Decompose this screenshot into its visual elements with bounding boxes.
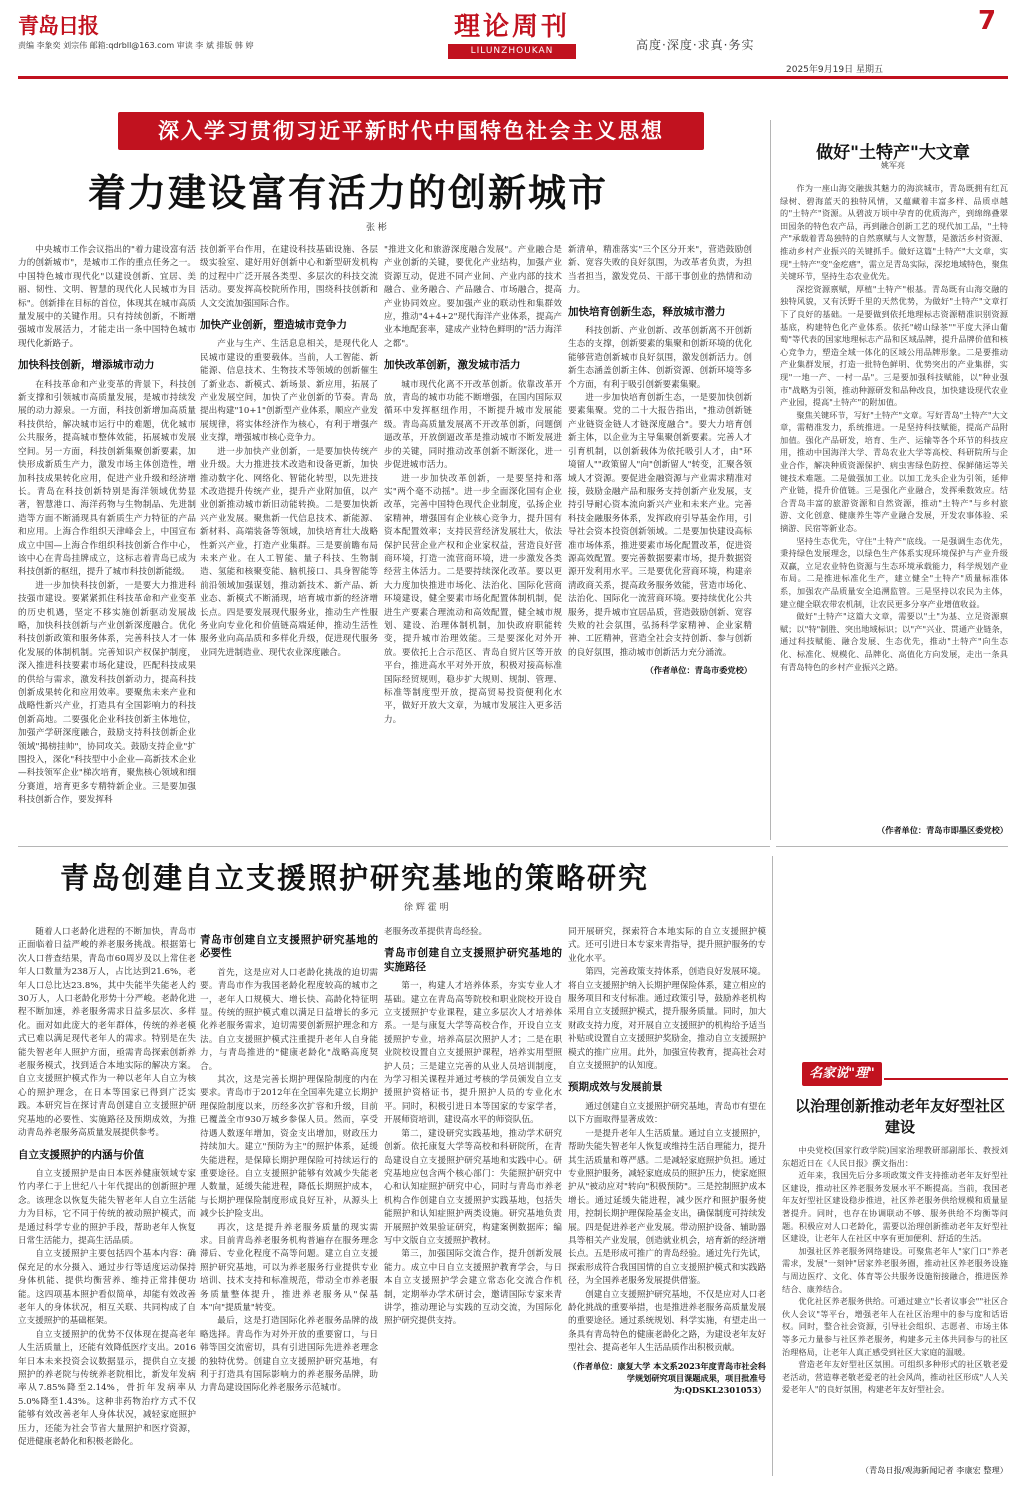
paragraph: 营造老年友好型社区氛围。可组织多种形式的社区敬老爱老活动，营造尊老敬老爱老的社会风尚，推动社区形成"人人关爱老年人"的良好氛围，构建老年友好型社会。	[782, 1359, 1008, 1395]
paragraph: 首先，这是应对人口老龄化挑战的迫切需要。青岛市作为我国老龄化程度较高的城市之一，老年人口规模大、增长快、高龄化特征明显。传统的照护模式难以满足日益增长的多元化养老服务需求，迫切需要创新照护理念和方法。自立支援照护模式注重提升老年人自身能力，与青岛推进的"健康老龄化"战略高度契合。	[200, 967, 378, 1072]
paragraph: 中央党校(国家行政学院)国家治理教研部副部长、教授刘东超近日在《人民日报》撰文指出：	[782, 1145, 1008, 1168]
paragraph: 自立支援照护是由日本医养健康领域专家竹内孝仁于上世纪八十年代提出的创新照护理念。该理念以恢复失能失智老年人自立生活能力为目标，它不同于传统的被动照护模式，而是通过科学专业的照护手段，帮助老年人恢复日常生活能力，提高生活品质。	[18, 1168, 196, 1246]
paragraph: 加强社区养老服务网络建设。可聚焦老年人"家门口"养老需求，发展"一刻钟"居家养老服务圈，推动社区养老服务设施与周边医疗、文化、体育等公共服务设施衔接融合，推进医养结合、康养结合。	[782, 1245, 1008, 1294]
paragraph: 技创新平台作用，在建设科技基础设施、各层级实验室、建好用好创新中心和新型研发机构的过程中广泛开展各类型、多层次的科技交流活动。要发挥高校院所作用，围绕科技创新和人文交流加强国际合作。	[200, 245, 378, 309]
sidebar-headline: 做好"土特产"大文章	[816, 143, 970, 163]
paragraph: 新清单，精准落实"三个区分开来"，营造鼓励创新、宽容失败的良好氛围，为改革者负责，为担当者担当，激发党员、干部干事创业的热情和动力。	[568, 245, 752, 296]
paragraph: 产业与生产、生活息息相关，是现代化人民城市建设的重要载体。当前，人工智能、新能源、信息技术、生物技术等领域的创新催生了新业态、新模式、新场景、新应用，拓展了产业发展空间，加快了产业创新的节奏。青岛提出构建"10+1"创新型产业体系，顺应产业发展规律，将实体经济作为核心，有利于增强产业支撑，增强城市核心竞争力。	[200, 339, 378, 444]
issue-date: 2025年9月19日 星期五	[786, 65, 883, 75]
section-heading: 青岛市创建自立支援照护研究基地的必要性	[200, 934, 378, 960]
article2-column-1	[18, 926, 196, 1476]
paragraph: 聚焦关键环节，写好"土特产"文章。写好青岛"土特产"大文章，需精准发力，系统推进。一是坚持科技赋能，提高产品附加值。强化产品研发，培育、生产、运输等各个环节的科技应用，推动中国海洋大学、青岛农业大学等高校、科研院所与企业合作，解决种质资源保护、病虫害绿色防控、保鲜储运等关键技术难题。二是做强加工业。以加工龙头企业为引领，延伸产业链，提升价值链。三是强化产业融合，发挥乘数效应。结合青岛丰富的旅游资源和自然资源，推动"土特产"与乡村旅游、文化创意、健康养生等产业融合发展，开发农事体验、采摘游、民宿等新业态。	[780, 409, 1008, 534]
paragraph: 坚持生态优先，守住"土特产"底线。一是强调生态优先，秉持绿色发展理念，以绿色生产体系实现环境保护与产业升级双赢，立足农业特色资源与生态环境承载能力，科学规划产业布局。二是推进标准化生产，建立健全"土特产"质量标准体系，加强农产品质量安全追溯监管。三是坚持以农民为主体，建立健全联农带农机制，让农民更多分享产业增值收益。	[780, 535, 1008, 609]
paragraph: 科技创新、产业创新、改革创新离不开创新生态的支撑，创新要素的集聚和创新环境的优化能够营造创新城市良好氛围，激发创新活力。创新生态涵盖创新主体、创新资源、创新环境等多个方面，有利于吸引创新要素集聚。	[568, 326, 752, 390]
sidebar-byline: 姚军亮	[881, 161, 905, 170]
paragraph: 同开展研究，探索符合本地实际的自立支援照护模式。还可引进日本专家来青指导，提升照护服务的专业化水平。	[568, 927, 766, 964]
paragraph: 第一，构建人才培养体系，夯实专业人才基础。建立在青岛高等院校和职业院校开设自立支援照护专业课程，建立多层次人才培养体系。一是与康复大学等高校合作，开设自立支援照护专业，培养高层次照护人才；二是在职业院校设置自立支援照护课程，培养实用型照护人员；三是建立完善的从业人员培训制度，为学习相关课程并通过考核的学员颁发自立支援照护资格证书，提升照护人员的专业化水平。同时，积极引进日本等国家的专家学者，开展师资培训，建设高水平的师资队伍。	[384, 981, 562, 1126]
paragraph: 进一步加快培育创新生态，一是要加快创新要素集聚。党的二十大报告指出，"推动创新链产业链资金链人才链深度融合"。要大力培育创新主体，以企业为主导集聚创新要素。完善人才引育机制，以创新载体为依托吸引人才，由"环境留人""政策留人"向"创新留人"转变，汇聚各领域人才资源。要促进金融资源与产业需求精准对接，鼓励金融产品和服务支持创新产业发展，支持引导耐心资本流向新兴产业和未来产业。完善科技金融服务体系，发挥政府引导基金作用，引导社会资本投资创新领域。二是要加快建设高标准市场体系，推进要素市场化配置改革，促进资源高效配置。要完善数据要素市场，提升数据资源开发利用水平。三是要优化营商环境，构建亲清政商关系，提高政务服务效能，营造市场化、法治化、国际化一流营商环境。要持续优化公共服务，提升城市宜居品质，营造鼓励创新、宽容失败的社会氛围，弘扬科学家精神、企业家精神、工匠精神，营造全社会支持创新、参与创新的良好氛围，推动城市创新活力充分涌流。	[568, 393, 752, 658]
article1-column-3	[384, 244, 562, 842]
paragraph: 深挖资源禀赋，厚植"土特产"根基。青岛既有山海交融的独特风貌，又有沃野千里的天然优势，为做好"土特产"文章打下了良好的基础。一是要做到依托地理标志资源精准识别资源基底，构建特色化产业体系。依托"崂山绿茶""平度大泽山葡萄"等代表的国家地理标志产品和区域品牌，提升品牌价值和核心竞争力，塑造全域一体化的区域公用品牌形象。二是要推动产业集群发展，打造一批特色鲜明、优势突出的产业集群，实现"一地一产、一村一品"。三是要加强科技赋能，以"种业强市"战略为引领，推动种源研发和品种改良，加快建设现代农业产业园，提高"土特产"的附加值。	[780, 283, 1008, 408]
paragraph: 创建自立支援照护研究基地，不仅是应对人口老龄化挑战的重要举措，也是推进养老服务高质量发展的重要途径。通过系统规划、科学实施，有望走出一条具有青岛特色的健康老龄化之路，为建设老年友好型社会、提高老年人生活品质作出积极贡献。	[568, 1289, 766, 1354]
sidebar-divider	[770, 120, 771, 840]
paragraph: 最后，这是打造国际化养老服务品牌的战略选择。青岛作为对外开放的重要窗口，与日韩等国交流密切，具有引进国际先进养老理念的独特优势。创建自立支援照护研究基地，有利于打造具有国际影响力的养老服务品牌，助力青岛建设国际化养老服务示范城市。	[200, 1316, 378, 1394]
paragraph: 做好"土特产"这篇大文章，需要以"土"为基、立足资源禀赋；以"特"制胜、突出地域标识；以"产"兴业、贯通产业链条，通过科技赋能、融合发展、生态优先，推动"土特产"向生态化、标准化、规模化、品牌化、高值化方向发展，走出一条具有青岛特色的乡村产业振兴之路。	[780, 611, 1008, 672]
author-note: （作者单位：青岛市委党校）	[645, 665, 752, 676]
article2-byline: 徐 辉 霍 明	[404, 903, 449, 913]
paragraph: 进一步加快改革创新，一是要坚持和落实"两个毫不动摇"。进一步全面深化国有企业改革，完善中国特色现代企业制度，弘扬企业家精神，增强国有企业核心竞争力，提升国有资本配置效率；支持民营经济发展壮大，依法保护民营企业产权和企业家权益，营造良好营商环境，打造一流营商环境，进一步激发各类经营主体活力。二是要持续深化改革。要以更大力度加快推进市场化、法治化、国际化营商环境建设，健全要素市场化配置体制机制，促进生产要素合理流动和高效配置，健全城市规划、建设、治理体制机制，加快政府职能转变，提升城市治理效能。三是要深化对外开放。要依托上合示范区、青岛自贸片区等开放平台，推进高水平对外开放，积极对接高标准国际经贸规则，稳步扩大规则、规制、管理、标准等制度型开放，提高贸易投资便利化水平，做好开放大文章，为城市发展注入更多活力。	[384, 473, 562, 725]
paragraph: 优化社区养老服务供给。可通过建立"长者议事会""社区合伙人会议"等平台，增强老年人在社区治理中的参与度和话语权。同时，整合社会资源，引导社会组织、志愿者、市场主体等多元力量参与社区养老服务，构建多元主体共同参与的社区治理格局，让老年人真正感受到社区大家庭的温暖。	[782, 1296, 1008, 1357]
paragraph: 进一步加快科技创新，一是要大力推进科技强市建设。要紧紧抓住科技革命和产业变革的历史机遇，坚定不移实施创新驱动发展战略，加快科技创新与产业创新深度融合。优化科技创新政策和服务体系，完善科技人才一体化发展的体制机制。完善知识产权保护制度，深入推进科技要素市场化建设，匹配科技成果的供给与需求，激发科技创新动力，提高科技创新成果转化和应用效率。要聚焦未来产业和战略性新兴产业，打造具有全国影响力的科技创新高地。二要强化企业科技创新主体地位，加强产学研深度融合，鼓励支持科技创新企业领域"揭榜挂帅"，协同攻关。鼓励支持企业"扩围投入，深化"科技型中小企业—高新技术企业—科技领军企业"梯次培育，聚焦核心领域和细分赛道，培育更多专精特新企业。三是要加强科技创新合作，要发挥科	[18, 580, 196, 806]
paragraph: 通过创建自立支援照护研究基地，青岛市有望在以下方面取得显著成效：	[568, 1101, 766, 1126]
paragraph: 老服务改革提供青岛经验。	[384, 927, 488, 937]
article2-column-4	[568, 926, 766, 1476]
sidebar2-headline: 以治理创新推动老年友好型社区建设	[794, 1097, 1005, 1136]
sidebar-story-divider	[776, 846, 1008, 847]
author-note: （作者单位：康复大学 本文系2023年度青岛市社会科学规划研究项目课题成果，项目批准号为:QDSKL2301053）	[568, 1360, 766, 1395]
paragraph: "推进文化和旅游深度融合发展"。产业融合是产业创新的关键，要优化产业结构，加强产业资源互动，促进不同产业间、产业内部的技术融合、业务融合、产品融合、市场融合，提高产业协同效应。要加强产业的联动性和集群效应，推动"4+4+2"现代海洋产业体系，提高产业本地配套率，建成产业特色鲜明的"活力海洋之都"。	[384, 245, 562, 349]
paragraph: 自立支援照护主要包括四个基本内容：确保充足的水分摄入、通过步行等适度运动保持身体机能、提供均衡营养、维持正常排便功能。这四项基本照护看似简单，却能有效改善老年人的身体状况，相互关联、共同构成了自立支援照护的基础框架。	[18, 1249, 196, 1327]
article1-column-1	[18, 244, 196, 842]
paragraph: 中央城市工作会议指出的"着力建设富有活力的创新城市"，是城市工作的重点任务之一。中国特色城市现代化"以建设创新、宜居、美丽、韧性、文明、智慧的现代化人民城市为目标"。创新排在目标的首位，体现其在城市高质量发展中的关键作用。只有持续创新，不断增强城市发展活力，才能走出一条中国特色城市现代化新路子。	[18, 245, 196, 349]
sidebar2-divider	[772, 856, 773, 1476]
paragraph: 在科技革命和产业变革的背景下，科技创新支撑和引领城市高质量发展，是城市持续发展的动力源泉。一方面，科技创新增加高质量科技供给，解决城市运行中的难题，优化城市公共服务，提高城市整体效能，拓展城市发展空间。另一方面，科技创新集聚创新要素，加快形成新质生产力，激发市场主体创造性，增加科技成果转化应用，促进产业升级和经济增长。青岛在科技创新特别是海洋领域优势显著，智慧港口、海洋药物与生物制品、先进制造等方面不断涌现具有新质生产力特征的产品和应用。上海合作组织天津峰会上，中国宣布成立中国—上海合作组织科技创新合作中心，该中心在青岛挂牌成立，这标志着青岛已成为科技创新的枢纽，提升了城市科技创新能级。	[18, 379, 196, 578]
paragraph: 其次，这是完善长期护理保险制度的内在要求。青岛市于2012年在全国率先建立长期护理保险制度以来，历经多次扩容和升级，目前已覆盖全市930万城乡参保人员。然而，享受待遇人数逐年增加，资金支出增加，财政压力持续加大。建立"预防为主"的照护体系，延缓失能进程，是保障长期护理保险可持续运行的重要途径。自立支援照护能够有效减少失能老人数量，延缓失能进程，降低长期照护成本，与长期护理保险制度形成良好互补，从源头上减少长护险支出。	[200, 1075, 378, 1220]
paragraph: 城市现代化离不开改革创新。依靠改革开放，青岛的城市功能不断增强，在国内国际双循环中发挥枢纽作用，不断提升城市发展能级。青岛高质量发展离不开改革创新，问题倒逼改革，开放倒逼改革是推动城市不断发展进步的关键，同时推动改革创新不断深化，进一步促进城市活力。	[384, 379, 562, 471]
paragraph: 第三，加强国际交流合作，提升创新发展能力。成立中日自立支援照护教育学会，与日本自立支援照护学会建立常态化交流合作机制，定期举办学术研讨会，邀请国际专家来青讲学，推动理论与实践的互动交流，为国际化照护研究提供支持。	[384, 1249, 562, 1327]
article1-column-4	[568, 244, 752, 842]
newspaper-logo: 青岛日报	[18, 13, 98, 38]
section-heading: 青岛市创建自立支援照护研究基地的实施路径	[384, 947, 562, 973]
sidebar-body	[780, 182, 1008, 822]
paragraph: 自立支援照护的优势不仅体现在提高老年人生活质量上，还能有效降低医疗支出。2016年日本未来投资会议数据显示，提供自立支援照护的养老院与传统养老院相比，新发年发病率从7.85%降至2.14%，骨折年发病率从5.0%降至1.43%。这种非药物治疗方式不仅能够有效改善老年人身体状况，减轻家庭照护压力，还能为社会节省大量照护和医疗资源，促进健康老龄化和积极老龄化。	[18, 1329, 196, 1448]
masthead-divider	[18, 76, 1008, 79]
paragraph: 随着人口老龄化进程的不断加快，青岛市正面临着日益严峻的养老服务挑战。根据第七次人口普查结果，青岛市60周岁及以上常住老年人口数量为238万人，占比达到21.6%，老年人口总比达23.8%，其中失能半失能老人约30万人，人口老龄化形势十分严峻。老龄化进程不断加速，养老服务需求日益多层次、多样化。面对如此庞大的老年群体，传统的养老模式已难以满足现代老年人的需求。特别是在失能失智老年人照护方面，亟需青岛探索创新养老服务模式，找到适合本地实际的解决方案。自立支援照护模式作为一种以老年人自立为核心的照护理念，在日本等国家已得到广泛实践。本研究旨在探讨青岛创建自立支援照护研究基地的必要性、实施路径及预期成效，为推动青岛养老服务高质量发展提供参考。	[18, 927, 196, 1139]
section-heading: 加快科技创新，增添城市动力	[18, 359, 155, 372]
sidebar2-body	[782, 1144, 1008, 1454]
theme-banner: 深入学习贯彻习近平新时代中国特色社会主义思想	[118, 112, 704, 150]
article-headline: 着力建设富有活力的创新城市	[88, 170, 609, 215]
section-title: 理论周刊	[453, 12, 570, 42]
paragraph: 第二，建设研究实践基地，推动学术研究创新。依托康复大学等高校和科研院所，在青岛建设自立支援照护研究基地和实践中心。研究基地应包含两个核心部门：失能照护研究中心和认知症照护研究中心，同时与青岛市养老机构合作创建自立支援照护实践基地，包括失能照护和认知症照护两类设施。研究基地负责开展照护效果验证研究，构建案例数据库；编写中文版自立支援照护教材。	[384, 1128, 562, 1246]
page-number: 7	[978, 6, 997, 36]
paragraph: 进一步加快产业创新，一是要加快传统产业升级。大力推进技术改造和设备更新，加快推动数字化、网络化、智能化转型，以先进技术改造提升传统产业，提升产业附加值，以产业创新推动城市新旧动能转换。二是要加快新兴产业发展。聚焦新一代信息技术、新能源、新材料、高端装备等领域，加快培育壮大战略性新兴产业，打造产业集群。三是要前瞻布局未来产业。在人工智能、量子科技、生物制造、氢能和核聚变能、脑机接口、具身智能等前沿领域加强谋划，推动新技术、新产品、新业态、新模式不断涌现，培育城市新的经济增长点。四是要发展现代服务业，推动生产性服务业向专业化和价值链高端延伸，推动生活性服务业向高品质和多样化升级，促进现代服务业同先进制造业、现代农业深度融合。	[200, 446, 378, 658]
article2-column-2	[200, 926, 378, 1476]
section-heading: 加快培育创新生态，释放城市潜力	[568, 305, 726, 318]
sidebar2-author-note: （青岛日报/观海新闻记者 李康宏 整理）	[860, 1465, 1008, 1475]
article1-column-2	[200, 244, 378, 842]
column-tag: 名家说"理"	[802, 1062, 882, 1086]
paragraph: 第四，完善政策支持体系，创造良好发展环境。将自立支援照护纳入长期护理保险体系，建立相应的服务项目和支付标准。通过政策引导，鼓励养老机构采用自立支援照护模式，提升服务质量。同时，加大财政支持力度，对开展自立支援照护的机构给予适当补贴或设置自立支援照护奖励金，推动自立支援照护模式的推广应用。此外，加强宣传教育，提高社会对自立支援照护的认知度。	[568, 967, 766, 1072]
paragraph: 一是提升老年人生活质量。通过自立支援照护，帮助失能失智老年人恢复或维持生活自理能力，提升其生活质量和尊严感。二是减轻家庭照护负担。通过专业照护服务，减轻家庭成员的照护压力，使家庭照护从"被动应对"转向"积极预防"。三是控制照护成本增长。通过延缓失能进程，减少医疗和照护服务使用，控制长期护理保险基金支出，确保制度可持续发展。四是促进养老产业发展。带动照护设备、辅助器具等相关产业发展，创造就业机会，培育新的经济增长点。五是形成可推广的青岛经验。通过先行先试，探索形成符合我国国情的自立支援照护模式和实践路径，为全国养老服务发展提供借鉴。	[568, 1128, 766, 1287]
section-pinyin: LILUNZHOUKAN	[448, 44, 576, 59]
section-heading: 预期成效与发展前景	[568, 1081, 663, 1094]
section-heading: 加快改革创新，激发城市活力	[384, 359, 521, 372]
column-tag-rule	[884, 1078, 1008, 1080]
editor-credits: 责编 李象奕 刘宗伟 邮箱:qdrbll@163.com 审读 李 斌 排版 韩 婷	[18, 41, 254, 50]
story-divider	[18, 846, 770, 847]
paragraph: 作为一座山海交融拔其魅力的海滨城市，青岛既拥有红瓦绿树、碧海蓝天的独特风情，又蕴藏着丰富多样、品质卓越的"土特产"资源。从碧波万顷中孕育的优质海产，到绵绵叠翠田园条的特色农产品，再到融合创新工艺的现代加工品，"土特产"承载着青岛独特的自然禀赋与人文智慧，是激活乡村资源、推动乡村产业振兴的关键抓手。做好这篇"土特产"大文章，实现"土特产"变"金疙瘩"，需立足青岛实际，深挖地域特色，聚焦关键环节，坚持生态农业优先。	[780, 183, 1008, 282]
section-heading: 自立支援照护的内涵与价值	[18, 1148, 144, 1161]
paragraph: 再次，这是提升养老服务质量的现实需求。目前青岛养老服务机构普遍存在服务理念滞后、专业化程度不高等问题。建立自立支援照护研究基地，可以为养老服务行业提供专业培训、技术支持和标准规范，带动全市养老服务质量整体提升，推进养老服务从"保基本"向"提质量"转变。	[200, 1222, 378, 1313]
article-byline: 张 彬	[366, 223, 387, 233]
sidebar-author-note: （作者单位：青岛市即墨区委党校）	[876, 825, 1008, 835]
article2-headline: 青岛创建自立支援照护研究基地的策略研究	[60, 861, 650, 895]
paragraph: 近年来，我国先后分多项政策文件支持推动老年友好型社区建设，推动社区养老服务发展水平不断提高。当前，我国老年友好型社区建设稳步推进，社区养老服务供给规模和质量显著提升。同时，也存在协调联动不够、服务供给不均衡等问题。积极应对人口老龄化，需要以治理创新推动老年友好型社区建设，让老年人在社区中享有更加便利、舒适的生活。	[782, 1170, 1008, 1244]
article2-column-3	[384, 926, 562, 1476]
section-heading: 加快产业创新，塑造城市竞争力	[200, 319, 347, 332]
section-slogan: 高度·深度·求真·务实	[636, 38, 755, 52]
